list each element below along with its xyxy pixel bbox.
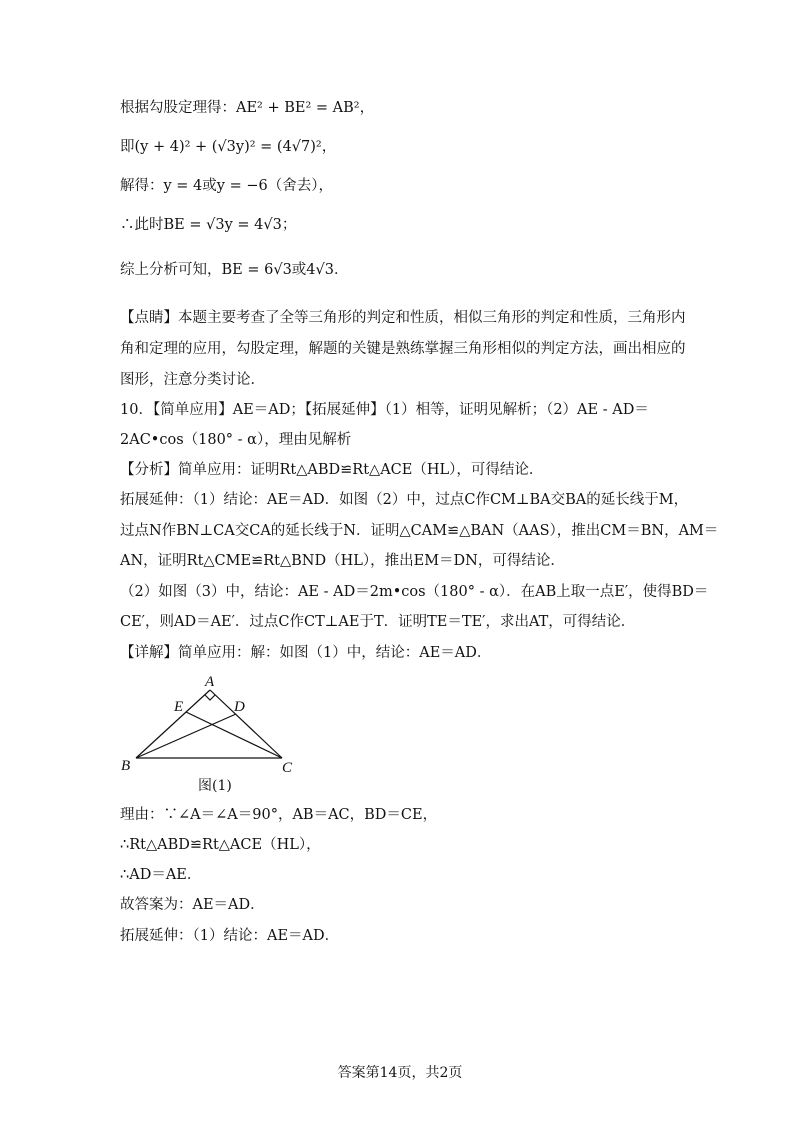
label-E: E bbox=[174, 699, 184, 715]
text-line-22: 拓展延伸：（1）结论：AE＝AD． bbox=[120, 928, 340, 944]
text-line-4: ∴此时BE = √3y = 4√3； bbox=[120, 217, 297, 233]
text-line-20: ∴AD＝AE． bbox=[120, 867, 202, 883]
segment-AC bbox=[210, 690, 282, 758]
text-line-2: 即(y + 4)² + (√3y)² = (4√7)²， bbox=[120, 139, 337, 155]
text-line-14: AN，证明Rt△CME≌Rt△BND（HL），推出EM＝DN，可得结论． bbox=[120, 553, 565, 569]
text-line-1: 根据勾股定理得：AE² + BE² = AB²， bbox=[120, 100, 375, 116]
text-line-17: 【详解】简单应用：解：如图（1）中，结论：AE＝AD． bbox=[120, 645, 492, 661]
text-line-19: ∴Rt△ABD≌Rt△ACE（HL）， bbox=[120, 837, 321, 853]
text-line-12: 拓展延伸：（1）结论：AE＝AD．如图（2）中，过点C作CM⊥BA交BA的延长线于M， bbox=[120, 492, 689, 508]
text-line-7: 角和定理的应用，勾股定理，解题的关键是熟练掌握三角形相似的判定方法，画出相应的 bbox=[120, 341, 686, 357]
segment-BD bbox=[136, 714, 236, 758]
text-line-3: 解得：y = 4或y = −6（舍去）， bbox=[120, 178, 333, 194]
label-C: C bbox=[282, 760, 293, 776]
text-line-5: 综上分析可知，BE = 6√3或4√3． bbox=[120, 262, 349, 278]
text-line-21: 故答案为：AE＝AD． bbox=[120, 897, 265, 913]
segment-CE bbox=[186, 712, 282, 758]
text-line-8: 图形，注意分类讨论． bbox=[120, 372, 265, 388]
text-line-11: 【分析】简单应用：证明Rt△ABD≌Rt△ACE（HL），可得结论． bbox=[120, 462, 544, 478]
text-line-10: 2AC•cos（180° - α），理由见解析 bbox=[120, 432, 352, 448]
geometry-figure-1 bbox=[112, 666, 312, 796]
text-line-16: CE′，则AD＝AE′．过点C作CT⊥AE于T．证明TE＝TE′，求出AT，可得结论． bbox=[120, 614, 636, 630]
segment-BA bbox=[136, 690, 210, 758]
text-line-6: 【点睛】本题主要考查了全等三角形的判定和性质，相似三角形的判定和性质，三角形内 bbox=[120, 310, 686, 326]
label-B: B bbox=[121, 758, 131, 774]
label-A: A bbox=[205, 674, 215, 690]
text-line-9: 10．【简单应用】AE＝AD；【拓展延伸】（1）相等，证明见解析；（2）AE - AD＝ bbox=[120, 402, 649, 418]
text-line-13: 过点N作BN⊥CA交CA的延长线于N．证明△CAM≌△BAN（AAS），推出CM＝BN，AM＝ bbox=[120, 523, 719, 539]
text-line-18: 理由：∵∠A＝∠A＝90°，AB＝AC，BD＝CE， bbox=[120, 807, 438, 823]
label-D: D bbox=[234, 699, 245, 715]
figure-caption: 图(1) bbox=[198, 778, 232, 794]
text-line-15: （2）如图（3）中，结论：AE - AD＝2m•cos（180° - α）．在AB上取一点E′，使得BD＝ bbox=[120, 584, 709, 600]
right-angle-mark bbox=[205, 695, 215, 700]
page-footer: 答案第14页，共2页 bbox=[337, 1065, 463, 1081]
